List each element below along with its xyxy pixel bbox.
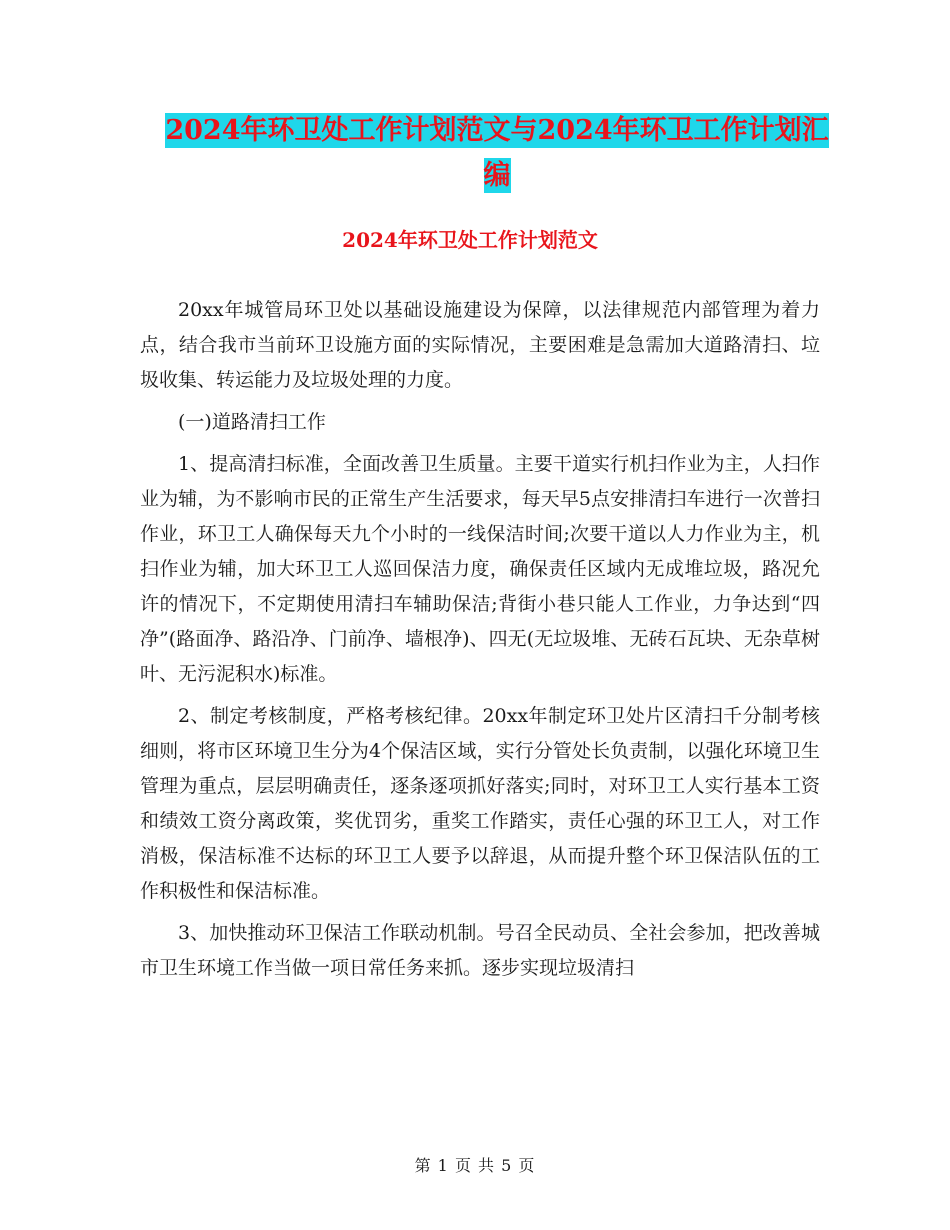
paragraph-item-2: 2、制定考核制度，严格考核纪律。20xx年制定环卫处片区清扫千分制考核细则，将市区环境卫生分为4个保洁区域，实行分管处长负责制，以强化环境卫生管理为重点，层层明确责任，逐条逐项抓好落实;同时，对环卫工人实行基本工资和绩效工资分离政策，奖优罚劣，重奖工作踏实，责任心强的环卫工人，对工作消极，保洁标准不达标的环卫工人要予以辞退，从而提升整个环卫保洁队伍的工作积极性和保洁标准。 bbox=[140, 705, 820, 902]
paragraph-item-3: 3、加快推动环卫保洁工作联动机制。号召全民动员、全社会参加，把改善城市卫生环境工作当做一项日常任务来抓。逐步实现垃圾清扫 bbox=[140, 922, 820, 979]
document-title bbox=[140, 108, 854, 198]
document-body bbox=[140, 293, 820, 993]
page-footer: 第 1 页 共 5 页 bbox=[414, 1156, 536, 1175]
document-title-line-1: 2024年环卫处工作计划范文与2024年环卫工作计划汇 bbox=[165, 115, 829, 146]
paragraph-item-1: 1、提高清扫标准，全面改善卫生质量。主要干道实行机扫作业为主，人扫作业为辅，为不影响市民的正常生产生活要求，每天早5点安排清扫车进行一次普扫作业，环卫工人确保每天九个小时的一线保洁时间;次要干道以人力作业为主，机扫作业为辅，加大环卫工人巡回保洁力度，确保责任区域内无成堆垃圾，路况允许的情况下，不定期使用清扫车辅助保洁;背街小巷只能人工作业，力争达到“四净”(路面净、路沿净、门前净、墙根净)、四无(无垃圾堆、无砖石瓦块、无杂草树叶、无污泥积水)标准。 bbox=[140, 453, 820, 685]
section-title: 2024年环卫处工作计划范文 bbox=[342, 228, 598, 252]
document-title-line-2: 编 bbox=[483, 160, 511, 191]
paragraph-subheading: (一)道路清扫工作 bbox=[178, 411, 326, 433]
paragraph-intro: 20xx年城管局环卫处以基础设施建设为保障，以法律规范内部管理为着力点，结合我市当前环卫设施方面的实际情况，主要困难是急需加大道路清扫、垃圾收集、转运能力及垃圾处理的力度。 bbox=[140, 299, 820, 391]
